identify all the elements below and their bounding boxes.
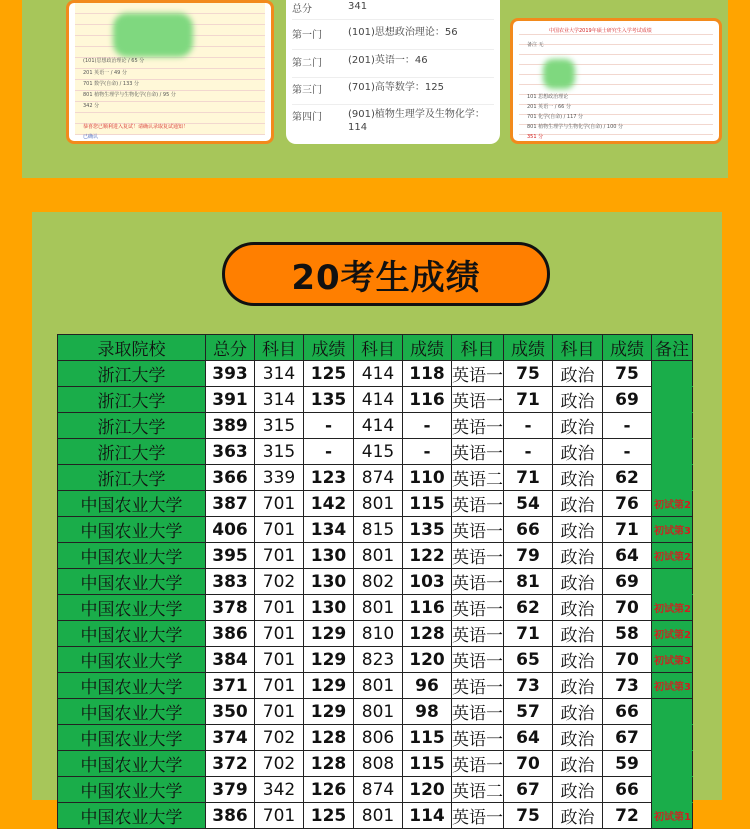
cell-score2: 110 — [403, 465, 452, 491]
cell-score2: 96 — [403, 673, 452, 699]
cell-score4: - — [603, 439, 652, 465]
cell-school: 中国农业大学 — [58, 621, 206, 647]
cell-note — [652, 439, 693, 465]
score-value: (901)植物生理学及生物化学：114 — [348, 109, 485, 133]
cell-score2: 116 — [403, 387, 452, 413]
table-row — [58, 517, 693, 543]
cell-school: 中国农业大学 — [58, 491, 206, 517]
table-row — [58, 569, 693, 595]
cell-school: 中国农业大学 — [58, 725, 206, 751]
header-subject: 科目 — [553, 335, 603, 361]
cell-school: 浙江大学 — [58, 413, 206, 439]
cell-score1: 142 — [304, 491, 354, 517]
cell-score4: 64 — [603, 543, 652, 569]
table-row — [58, 699, 693, 725]
cell-total: 372 — [206, 751, 255, 777]
header-score: 成绩 — [304, 335, 354, 361]
cell-school: 中国农业大学 — [58, 751, 206, 777]
cell-subject3: 英语一 — [452, 491, 504, 517]
cell-score1: 129 — [304, 699, 354, 725]
cell-total: 395 — [206, 543, 255, 569]
cell-subject1: 702 — [255, 725, 304, 751]
cell-school: 中国农业大学 — [58, 543, 206, 569]
cell-score2: 114 — [403, 803, 452, 829]
table-row — [58, 595, 693, 621]
cell-score1: 130 — [304, 543, 354, 569]
cell-subject1: 702 — [255, 751, 304, 777]
score-value: (101)思想政治理论：56 — [348, 27, 458, 38]
thumb-line: 801 植物生理学与生物化学(自命) / 100 分 — [527, 124, 624, 130]
cell-school: 中国农业大学 — [58, 517, 206, 543]
cell-score2: 116 — [403, 595, 452, 621]
cell-subject2: 414 — [354, 387, 403, 413]
cell-note: 初试第2 — [652, 491, 693, 517]
cell-school: 中国农业大学 — [58, 673, 206, 699]
cell-school: 中国农业大学 — [58, 777, 206, 803]
table-row — [58, 387, 693, 413]
cell-subject1: 315 — [255, 413, 304, 439]
cell-score1: 134 — [304, 517, 354, 543]
privacy-blur — [113, 13, 193, 57]
cell-note: 初试第3 — [652, 673, 693, 699]
score-row — [292, 108, 494, 138]
table-row — [58, 543, 693, 569]
cell-score1: 123 — [304, 465, 354, 491]
cell-score3: 67 — [504, 777, 553, 803]
cell-score3: 66 — [504, 517, 553, 543]
cell-note — [652, 465, 693, 491]
cell-note — [652, 413, 693, 439]
score-row — [292, 81, 494, 105]
cell-score1: 129 — [304, 647, 354, 673]
cell-school: 中国农业大学 — [58, 569, 206, 595]
cell-note: 初试第3 — [652, 647, 693, 673]
table-row — [58, 751, 693, 777]
cell-subject2: 414 — [354, 361, 403, 387]
cell-subject2: 815 — [354, 517, 403, 543]
cell-total: 406 — [206, 517, 255, 543]
cell-score4: - — [603, 413, 652, 439]
cell-score1: 135 — [304, 387, 354, 413]
score-sheet — [519, 25, 713, 140]
cell-score4: 59 — [603, 751, 652, 777]
cell-score4: 70 — [603, 595, 652, 621]
cell-note — [652, 777, 693, 803]
privacy-blur — [543, 59, 575, 89]
thumb-line: 342 分 — [83, 103, 100, 109]
cell-subject4: 政治 — [553, 361, 603, 387]
cell-subject3: 英语一 — [452, 673, 504, 699]
cell-score2: 118 — [403, 361, 452, 387]
cell-subject2: 801 — [354, 673, 403, 699]
cell-subject1: 315 — [255, 439, 304, 465]
table-row — [58, 621, 693, 647]
cell-score4: 66 — [603, 699, 652, 725]
cell-score4: 71 — [603, 517, 652, 543]
score-screenshot-left — [66, 0, 274, 144]
header-subject: 科目 — [354, 335, 403, 361]
cell-score2: 120 — [403, 647, 452, 673]
score-key: 第一门 — [292, 30, 322, 41]
cell-total: 350 — [206, 699, 255, 725]
score-screenshot-right — [510, 18, 722, 144]
cell-subject3: 英语一 — [452, 569, 504, 595]
cell-note — [652, 569, 693, 595]
cell-subject1: 314 — [255, 361, 304, 387]
cell-score2: - — [403, 439, 452, 465]
cell-score2: - — [403, 413, 452, 439]
cell-score4: 62 — [603, 465, 652, 491]
cell-subject1: 701 — [255, 491, 304, 517]
cell-score1: 125 — [304, 803, 354, 829]
table-row — [58, 673, 693, 699]
cell-score2: 115 — [403, 751, 452, 777]
cell-total: 371 — [206, 673, 255, 699]
cell-score4: 69 — [603, 387, 652, 413]
cell-subject2: 874 — [354, 465, 403, 491]
cell-subject4: 政治 — [553, 491, 603, 517]
cell-subject1: 701 — [255, 543, 304, 569]
cell-subject2: 823 — [354, 647, 403, 673]
cell-subject1: 701 — [255, 673, 304, 699]
cell-subject1: 701 — [255, 517, 304, 543]
cell-score3: - — [504, 413, 553, 439]
cell-subject1: 701 — [255, 803, 304, 829]
cell-subject2: 806 — [354, 725, 403, 751]
cell-subject2: 801 — [354, 491, 403, 517]
section-title: 20考生成绩 — [291, 257, 481, 298]
cell-school: 中国农业大学 — [58, 595, 206, 621]
cell-score2: 98 — [403, 699, 452, 725]
cell-note: 初试第2 — [652, 543, 693, 569]
cell-note: 初试第2 — [652, 595, 693, 621]
score-key: 第三门 — [292, 85, 322, 96]
cell-subject2: 874 — [354, 777, 403, 803]
cell-score4: 67 — [603, 725, 652, 751]
cell-school: 浙江大学 — [58, 387, 206, 413]
cell-score4: 58 — [603, 621, 652, 647]
cell-score4: 66 — [603, 777, 652, 803]
thumb-line: 101 思想政治理论 — [527, 94, 569, 100]
cell-subject3: 英语二 — [452, 465, 504, 491]
cell-total: 374 — [206, 725, 255, 751]
cell-subject2: 801 — [354, 595, 403, 621]
cell-subject4: 政治 — [553, 517, 603, 543]
cell-subject1: 314 — [255, 387, 304, 413]
cell-subject4: 政治 — [553, 465, 603, 491]
cell-school: 浙江大学 — [58, 439, 206, 465]
cell-score1: 128 — [304, 751, 354, 777]
cell-subject2: 801 — [354, 803, 403, 829]
cell-subject3: 英语一 — [452, 647, 504, 673]
table-body — [58, 361, 693, 829]
cell-total: 386 — [206, 621, 255, 647]
cell-score4: 75 — [603, 361, 652, 387]
cell-score3: 70 — [504, 751, 553, 777]
score-row — [292, 54, 494, 78]
cell-subject4: 政治 — [553, 673, 603, 699]
cell-score1: 128 — [304, 725, 354, 751]
cell-total: 378 — [206, 595, 255, 621]
score-value: 341 — [348, 1, 368, 12]
cell-score3: 75 — [504, 803, 553, 829]
cell-score4: 70 — [603, 647, 652, 673]
cell-score2: 122 — [403, 543, 452, 569]
cell-subject4: 政治 — [553, 751, 603, 777]
cell-total: 387 — [206, 491, 255, 517]
score-row — [292, 0, 494, 20]
cell-subject1: 702 — [255, 569, 304, 595]
cell-subject3: 英语一 — [452, 361, 504, 387]
score-value: (701)高等数学：125 — [348, 82, 444, 93]
thumb-line: 201 英语一 / 66 分 — [527, 104, 571, 110]
cell-total: 379 — [206, 777, 255, 803]
cell-score3: 54 — [504, 491, 553, 517]
cell-score3: 75 — [504, 361, 553, 387]
cell-school: 中国农业大学 — [58, 647, 206, 673]
cell-subject3: 英语一 — [452, 595, 504, 621]
cell-school: 浙江大学 — [58, 361, 206, 387]
cell-total: 383 — [206, 569, 255, 595]
section-title-pill — [222, 242, 550, 306]
table-row — [58, 647, 693, 673]
cell-total: 384 — [206, 647, 255, 673]
table-row — [58, 361, 693, 387]
cell-total: 389 — [206, 413, 255, 439]
header-score: 成绩 — [504, 335, 553, 361]
cell-note — [652, 751, 693, 777]
cell-subject1: 339 — [255, 465, 304, 491]
cell-subject4: 政治 — [553, 647, 603, 673]
cell-subject4: 政治 — [553, 543, 603, 569]
thumb-line: 351 分 — [527, 134, 544, 140]
cell-subject2: 802 — [354, 569, 403, 595]
score-sheet — [75, 3, 265, 140]
cell-school: 中国农业大学 — [58, 699, 206, 725]
cell-score1: 130 — [304, 569, 354, 595]
thumb-line: 701 数学(自命) / 133 分 — [83, 81, 140, 87]
cell-subject4: 政治 — [553, 413, 603, 439]
cell-score4: 72 — [603, 803, 652, 829]
cell-total: 366 — [206, 465, 255, 491]
cell-subject1: 342 — [255, 777, 304, 803]
score-table — [57, 334, 693, 829]
score-key: 第四门 — [292, 112, 322, 123]
cell-score3: 57 — [504, 699, 553, 725]
cell-total: 386 — [206, 803, 255, 829]
cell-subject4: 政治 — [553, 699, 603, 725]
table-row — [58, 803, 693, 829]
cell-score4: 76 — [603, 491, 652, 517]
thumb-line: 恭喜您已顺利进入复试！请确认录取复试通知！ — [83, 124, 189, 130]
cell-note: 初试第3 — [652, 517, 693, 543]
header-score: 成绩 — [603, 335, 652, 361]
cell-subject2: 810 — [354, 621, 403, 647]
cell-subject3: 英语一 — [452, 803, 504, 829]
cell-score2: 115 — [403, 491, 452, 517]
cell-subject2: 415 — [354, 439, 403, 465]
cell-score4: 69 — [603, 569, 652, 595]
cell-score3: 65 — [504, 647, 553, 673]
cell-note — [652, 387, 693, 413]
thumb-line: 801 植物生理学与生物化学(自命) / 95 分 — [83, 92, 176, 98]
cell-subject3: 英语一 — [452, 725, 504, 751]
table-row — [58, 777, 693, 803]
cell-score1: 129 — [304, 621, 354, 647]
cell-subject2: 414 — [354, 413, 403, 439]
cell-subject1: 701 — [255, 621, 304, 647]
cell-score1: 126 — [304, 777, 354, 803]
thumb-header: 中国农业大学2019年硕士研究生入学考试成绩 — [549, 28, 652, 34]
cell-score2: 135 — [403, 517, 452, 543]
table-header-row — [58, 335, 693, 361]
cell-score2: 103 — [403, 569, 452, 595]
cell-subject3: 英语一 — [452, 699, 504, 725]
cell-score3: 79 — [504, 543, 553, 569]
cell-subject3: 英语一 — [452, 517, 504, 543]
cell-total: 391 — [206, 387, 255, 413]
top-panel — [22, 0, 728, 178]
cell-score3: 71 — [504, 465, 553, 491]
cell-score1: - — [304, 439, 354, 465]
cell-subject3: 英语一 — [452, 543, 504, 569]
header-subject: 科目 — [255, 335, 304, 361]
score-screenshot-middle — [286, 0, 500, 144]
header-subject: 科目 — [452, 335, 504, 361]
cell-school: 浙江大学 — [58, 465, 206, 491]
header-school: 录取院校 — [58, 335, 206, 361]
cell-subject2: 801 — [354, 543, 403, 569]
cell-subject3: 英语二 — [452, 777, 504, 803]
cell-score3: 73 — [504, 673, 553, 699]
cell-score2: 120 — [403, 777, 452, 803]
cell-subject3: 英语一 — [452, 751, 504, 777]
cell-subject4: 政治 — [553, 439, 603, 465]
table-row — [58, 439, 693, 465]
cell-note — [652, 725, 693, 751]
table-row — [58, 491, 693, 517]
table-row — [58, 725, 693, 751]
cell-score2: 128 — [403, 621, 452, 647]
cell-subject1: 701 — [255, 699, 304, 725]
cell-subject4: 政治 — [553, 803, 603, 829]
thumb-line: 701 化学(自命) / 117 分 — [527, 114, 584, 120]
cell-subject1: 701 — [255, 647, 304, 673]
cell-score1: 129 — [304, 673, 354, 699]
header-total: 总分 — [206, 335, 255, 361]
cell-subject1: 701 — [255, 595, 304, 621]
table-row — [58, 413, 693, 439]
scores-panel — [32, 212, 722, 828]
cell-score3: 62 — [504, 595, 553, 621]
cell-subject4: 政治 — [553, 387, 603, 413]
cell-score3: 71 — [504, 387, 553, 413]
cell-total: 393 — [206, 361, 255, 387]
score-value: (201)英语一：46 — [348, 55, 428, 66]
cell-subject4: 政治 — [553, 595, 603, 621]
cell-score3: - — [504, 439, 553, 465]
cell-score1: - — [304, 413, 354, 439]
header-note: 备注 — [652, 335, 693, 361]
cell-subject4: 政治 — [553, 777, 603, 803]
cell-score3: 81 — [504, 569, 553, 595]
cell-total: 363 — [206, 439, 255, 465]
table-row — [58, 465, 693, 491]
thumb-line: 201 英语一 / 49 分 — [83, 70, 127, 76]
header-score: 成绩 — [403, 335, 452, 361]
thumb-line: 备注 无 — [527, 42, 544, 48]
cell-subject4: 政治 — [553, 621, 603, 647]
cell-score1: 130 — [304, 595, 354, 621]
cell-score4: 73 — [603, 673, 652, 699]
thumb-line: (101)思想政治理论 / 65 分 — [83, 58, 145, 64]
cell-note: 初试第2 — [652, 621, 693, 647]
cell-subject4: 政治 — [553, 725, 603, 751]
cell-score3: 71 — [504, 621, 553, 647]
score-key: 第二门 — [292, 58, 322, 69]
cell-note — [652, 699, 693, 725]
cell-score3: 64 — [504, 725, 553, 751]
score-row — [292, 26, 494, 50]
cell-subject4: 政治 — [553, 569, 603, 595]
cell-subject2: 808 — [354, 751, 403, 777]
score-key: 总分 — [292, 4, 312, 15]
cell-note: 初试第1 — [652, 803, 693, 829]
cell-score2: 115 — [403, 725, 452, 751]
cell-subject2: 801 — [354, 699, 403, 725]
cell-subject3: 英语一 — [452, 621, 504, 647]
cell-subject3: 英语一 — [452, 387, 504, 413]
cell-subject3: 英语一 — [452, 413, 504, 439]
confirm-link[interactable]: 已确认 — [83, 134, 99, 140]
cell-note — [652, 361, 693, 387]
cell-school: 中国农业大学 — [58, 803, 206, 829]
cell-score1: 125 — [304, 361, 354, 387]
cell-subject3: 英语一 — [452, 439, 504, 465]
